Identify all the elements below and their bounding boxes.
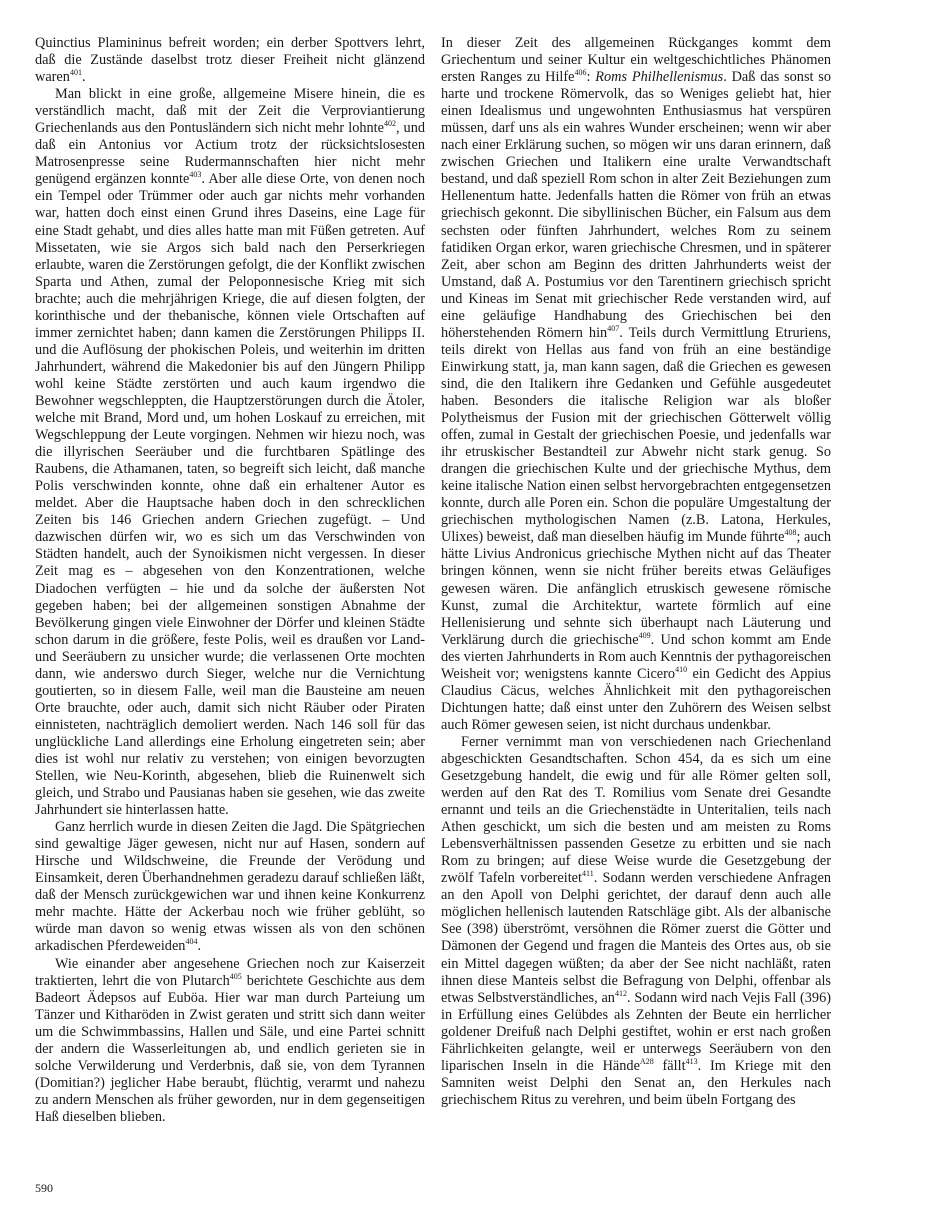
footnote-marker: 407: [607, 323, 620, 333]
footnote-marker: 402: [383, 119, 396, 129]
text-run: .: [197, 938, 202, 955]
text-run: :: [586, 69, 596, 86]
text-run: . Sodann wird nach Vejis Fall (396) in Erfüllung eines Gelübdes als Zehnten der Beute ein herrlicher goldener Dreifuß nach Delphi gestiftet, wohin er erst nach großen Fährlichkeiten gelangte, weil er unterwegs Seeräubern von den liparischen Inseln in die Hände: [441, 989, 831, 1074]
paragraph: [35, 819, 425, 955]
right-text-column: [441, 35, 831, 1109]
paragraph: [441, 734, 831, 1109]
text-run: Wie einander aber angesehene Griechen noch zur Kaiserzeit traktierten, lehrt die von Plutarch: [35, 955, 425, 989]
text-run: fällt: [653, 1057, 686, 1074]
text-run: Man blickt in eine große, allgemeine Misere hinein, die es verständlich macht, daß mit der Zeit die Verproviantierung Griechenlands aus den Pontusländern sich nicht mehr lohnte: [35, 86, 425, 137]
paragraph: [35, 86, 425, 819]
paragraph: [441, 35, 831, 734]
page-number: 590: [35, 1181, 53, 1195]
text-run: . Im Kriege mit den Samniten weist Delphi den Senat an, den Herkules nach griechischem Ritus zu verehren, und beim übeln Fortgang des: [441, 1057, 831, 1108]
footnote-marker: A28: [639, 1056, 654, 1066]
footnote-marker: 408: [784, 528, 797, 538]
paragraph: [35, 35, 425, 86]
text-run: . Daß das sonst so harte und trockene Römervolk, das so Weniges geliebt hat, hier einen Idealismus und ungewohnten Enthusiasmus hat verspüren müssen, darf uns als ein wahres Wunder erscheinen; wenn wir aber nach einer Erklärung suchen, so mögen wir uns daran erinnern, daß zwischen Griechen und Italikern eine uralte Verwandtschaft bestand, und daß speziell Rom schon in alter Zeit Beziehungen zum Hellenentum hatte. Jedenfalls hatten die Römer von früh an etwas griechisch gekonnt. Die sibyllinischen Bücher, ein Falsum aus dem sechsten oder fünften Jahrhundert, welches Rom zu seinem fatidiken Organ erkor, waren griechische Chresmen, und in späterer Zeit, aber schon am Beginn des dritten Jahrhunderts weist der Umstand, daß A. Postumius vor den Tarentinern griechisch spricht und Kineas im Senat mit griechischer Rede verstanden wird, auf eine geläufige Handhabung des Griechischen bei den höherstehenden Römern hin: [441, 69, 831, 341]
text-run: Quinctius Plamininus befreit worden; ein derber Spottvers lehrt, daß die Zustände daselbst trotz dieser Freiheit nicht glänzend waren: [35, 35, 425, 86]
footnote-marker: 405: [229, 971, 242, 981]
text-run: .: [81, 69, 86, 86]
footnote-marker: 411: [582, 869, 594, 879]
text-run: . Aber alle diese Orte, von denen noch ein Tempel oder Trümmer oder auch gar nichts mehr vorhanden war, hatten doch einst einen Grund ihres Daseins, eine Lage für eine Stadt gehabt, und dies alles hatte man mit Füßen getreten. Auf Missetaten, wie sie Argos sich bald nach den Perserkriegen erlaubte, waren die Zerstörungen gefolgt, die der Konflikt zwischen Sparta und Athen, zumal der Peloponnesische Krieg mit sich brachte; auch die mehrjährigen Kriege, die auf diesen folgten, der korinthische und der thebanische, können viele Ortschaften auf immer zernichtet haben; dann kamen die Zerstörungen Philipps II. und die Auflösung der phokischen Poleis, und weiterhin im dritten Jahrhundert, während die Makedonier bis auf den Jüngern Philipp wohl keine Städte zerstörten und auch kaum irgendwo die Bewohner wegschleppten, die Hauptzerstörungen durch die Ätoler, welche mit Brand, Mord und, um hohen Loskauf zu erreichen, mit Wegschleppung der Leute vorgingen. Nehmen wir hiezu noch, was die illyrischen Seeräuber und die furchtbaren Spätlinge des Raubens, die Athamanen, taten, so begreift sich leicht, daß manche Polis verschwinden konnte, ohne daß ein erhaltener Autor es meldet. Aber die Hauptsache haben doch in den schrecklichen Zeiten bis 146 Griechen andern Griechen zugefügt. – Und dazwischen dürfen wir, wo es sich um das Verschwinden von Städten handelt, auch der Synoikismen nicht vergessen. In dieser Zeit mag es – abgesehen von den Konzentrationen, welche Diadochen verfügten – hie und da solche der äußersten Not gegeben haben; bei der allgemeinen sonstigen Abnahme der Bevölkerung gingen viele Einwohner der Dörfer und kleinen Städte schon darum in die größere, feste Polis, weil es draußen vor Land- und Seeräubern zu unsicher wurde; die verlassenen Orte mochten dann, wie anderswo durch Sieger, welche nur die Vernichtung goutierten, so in diesem Falle, weil man die Bausteine am neuen Orte brauchte, oder auch, damit sich nicht Räuber oder Piraten einnisteten, nachträglich demoliert werden. Nach 146 soll für das unglückliche Land allerdings eine Erholung eingetreten sein; aber dies ist wohl nur relativ zu verstehen; von einigen bevorzugten Stellen, wie Neu-Korinth, abgesehen, blieb die Ruinenwelt sich gleich, und Strabo und Pausianas haben sie gesehen, wie das zweite Jahrhundert sie hinterlassen hatte.: [35, 171, 425, 819]
footnote-marker: 403: [189, 170, 202, 180]
left-text-column: [35, 35, 425, 1126]
text-run: In dieser Zeit des allgemeinen Rückganges kommt dem Griechentum und seiner Kultur ein weltgeschichtliches Phänomen ersten Ranges zu Hilfe: [441, 35, 831, 86]
paragraph: [35, 956, 425, 1126]
text-run: , und daß ein Antonius vor Actium trotz der rücksichtslosesten Matrosenpresse seine Rudermannschaften hier nicht mehr genügend ergänzen konnte: [35, 120, 425, 188]
footnote-marker: 412: [614, 988, 627, 998]
footnote-marker: 413: [685, 1056, 698, 1066]
text-run: Ferner vernimmt man von verschiedenen nach Griechenland abgeschickten Gesandtschaften. Schon 454, da es sich um eine Gesetzgebung handelt, die ewig und für alle Römer gelten soll, werden auf den Rat des T. Romilius vom Senate drei Gesandte ernannt und teils an die Griechenstädte in Unteritalien, teils nach Athen geschickt, um sich die besten und am meisten zu Roms Lebensverhältnissen passenden Gesetze zu erbitten und sie nach Rom zu bringen; auf diese Weise wurde die Gesetzgebung der zwölf Tafeln vorbereitet: [441, 733, 831, 887]
footnote-marker: 404: [185, 937, 198, 947]
emphasis-text: Roms Philhellenismus: [595, 69, 724, 86]
footnote-marker: 409: [638, 630, 651, 640]
footnote-marker: 410: [675, 664, 688, 674]
text-run: berichtete Geschichte aus dem Badeort Ädepsos auf Euböa. Hier war man durch Parteiung um Tänzer und Kitharöden in Zwist geraten und stritt sich dann weiter um die Schwimmbassins, Hallen und Säle, und eine Partei schnitt der andern die Wasserleitungen ab, und endlich gerieten sie in solche Verwilderung und Verderbnis, daß sie, von dem Tyrannen (Domitian?) jeglicher Habe beraubt, flüchtig, verarmt und nahezu zu andern Menschen als früher geworden, nur in dem gegenseitigen Haß dieselben blieben.: [35, 972, 425, 1125]
text-run: . Und schon kommt am Ende des vierten Jahrhunderts in Rom auch Kenntnis der pythagoreischen Weisheit vor; wenigstens kannte Cicero: [441, 631, 831, 682]
footnote-marker: 406: [574, 68, 587, 78]
text-run: . Teils durch Vermittlung Etruriens, teils direkt von Hellas aus fand von früh an eine beständige Einwirkung statt, ja, man kann sagen, daß die Griechen es gewesen sind, die den Italikern ihre Gedanken und Gefühle ausgedeutet haben. Besonders die italische Religion war als bloßer Polytheismus der Fusion mit der griechischen Götterwelt völlig offen, zumal in Gestalt der griechischen Poesie, und jedenfalls war ihr etruskischer Bestandteil zur Abwehr nicht stark genug. So drangen die griechischen Kulte und der griechische Mythus, dem keine italische Nation einen selbst hervorgebrachten entgegensetzen konnte, durch alle Poren ein. Schon die populäre Umgestaltung der griechischen mythologischen Namen (z.B. Latona, Herkules, Ulixes) beweist, daß man dieselben häufig im Munde führte: [441, 324, 831, 546]
text-run: Ganz herrlich wurde in diesen Zeiten die Jagd. Die Spätgriechen sind gewaltige Jäger gewesen, nicht nur auf Hasen, sondern auf Hirsche und Wildschweine, die Freunde der Verödung und Einsamkeit, deren Überhandnehmen geradezu darauf schließen läßt, daß der Mensch zurückgewichen war und ihnen keine Konkurrenz mehr machte. Hätte der Ackerbau noch wie früher geblüht, so würde man davon so wenig etwas wissen als von den schönen arkadischen Pferdeweiden: [35, 819, 425, 955]
footnote-marker: 401: [69, 68, 82, 78]
text-run: . Sodann werden verschiedene Anfragen an den Apoll von Delphi gerichtet, der darauf denn auch alle möglichen hellenisch lautenden Ratschläge gibt. Als der albanische See (398) überströmt, versöhnen die Römer zuerst die Götter und Dämonen der Gegend und fragen die Manteis des Ortes aus, ob sie ein Mittel dagegen wüßten; da aber der See nicht nachläßt, raten ihnen diese Manteis selbst die Befragung von Delphi, offenbar als etwas Selbstverständliches, an: [441, 870, 831, 1006]
text-run: ein Gedicht des Appius Claudius Cäcus, welches Ähnlichkeit mit den pythagoreischen Dichtungen hatte; daß einst unter den Zuhörern des Weisen selbst auch Römer gewesen seien, ist nicht durchaus undenkbar.: [441, 665, 831, 733]
text-run: ; auch hätte Livius Andronicus griechische Mythen nicht auf das Theater bringen können, wenn sie nicht früher bereits etwas Geläufiges gewesen wären. Die anfänglich etruskisch gewesene römische Kunst, zumal die Architektur, wartete förmlich auf eine Hellenisierung und sehnte sich überhaupt nach Läuterung und Verklärung durch die griechische: [441, 529, 831, 648]
